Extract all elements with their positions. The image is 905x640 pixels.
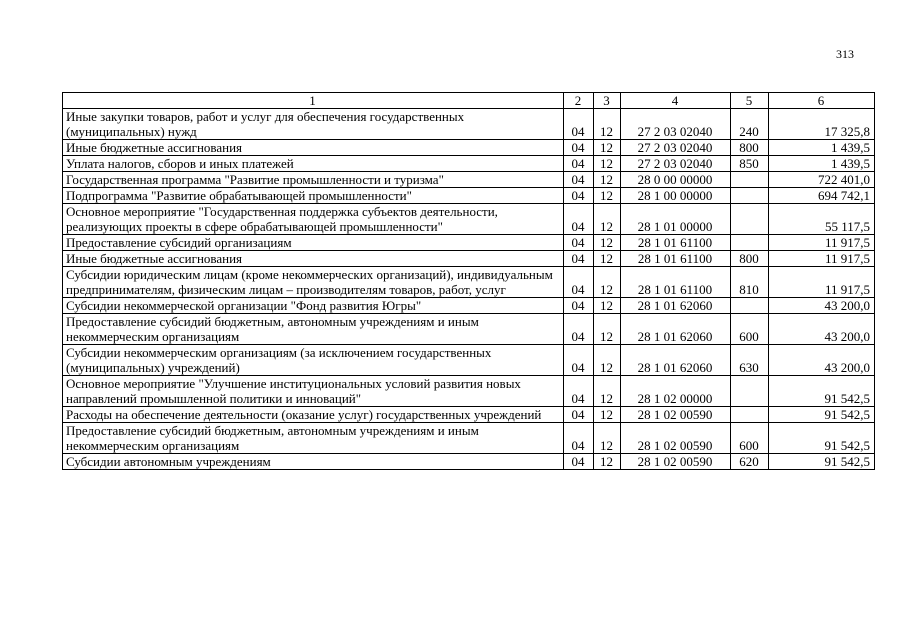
row-section-cell: 04 — [564, 314, 594, 345]
row-amount-cell: 91 542,5 — [769, 407, 875, 423]
row-amount-cell: 11 917,5 — [769, 235, 875, 251]
budget-table — [62, 92, 875, 470]
row-amount-cell: 55 117,5 — [769, 204, 875, 235]
row-name-cell: Государственная программа "Развитие промышленности и туризма" — [63, 172, 564, 188]
row-target-article-cell: 27 2 03 02040 — [621, 140, 731, 156]
row-target-article-cell: 27 2 03 02040 — [621, 156, 731, 172]
row-amount-cell: 11 917,5 — [769, 267, 875, 298]
row-expense-type-cell — [731, 298, 769, 314]
table-row — [63, 251, 875, 267]
row-name-cell: Предоставление субсидий бюджетным, автономным учреждениям и иным некоммерческим организациям — [63, 314, 564, 345]
row-expense-type-cell — [731, 407, 769, 423]
row-expense-type-cell: 240 — [731, 109, 769, 140]
table-row — [63, 235, 875, 251]
row-name-cell: Предоставление субсидий бюджетным, автономным учреждениям и иным некоммерческим организациям — [63, 423, 564, 454]
row-amount-cell: 91 542,5 — [769, 454, 875, 470]
row-subsection-cell: 12 — [594, 298, 621, 314]
table-row — [63, 454, 875, 470]
header-col-3: 3 — [594, 93, 621, 109]
row-expense-type-cell: 800 — [731, 140, 769, 156]
table-row — [63, 345, 875, 376]
row-name-cell: Иные закупки товаров, работ и услуг для обеспечения государственных (муниципальных) нужд — [63, 109, 564, 140]
row-expense-type-cell: 800 — [731, 251, 769, 267]
row-amount-cell: 1 439,5 — [769, 140, 875, 156]
row-target-article-cell: 28 1 01 61100 — [621, 235, 731, 251]
row-section-cell: 04 — [564, 251, 594, 267]
table-row — [63, 314, 875, 345]
row-amount-cell: 43 200,0 — [769, 345, 875, 376]
row-section-cell: 04 — [564, 188, 594, 204]
table-row — [63, 140, 875, 156]
row-amount-cell: 11 917,5 — [769, 251, 875, 267]
row-subsection-cell: 12 — [594, 140, 621, 156]
row-name-cell: Иные бюджетные ассигнования — [63, 140, 564, 156]
row-target-article-cell: 28 1 00 00000 — [621, 188, 731, 204]
row-name-cell: Основное мероприятие "Улучшение институциональных условий развития новых направлений промышленной политики и инноваций" — [63, 376, 564, 407]
row-name-cell: Предоставление субсидий организациям — [63, 235, 564, 251]
row-expense-type-cell: 850 — [731, 156, 769, 172]
row-name-cell: Субсидии некоммерческим организациям (за исключением государственных (муниципальных) учреждений) — [63, 345, 564, 376]
row-subsection-cell: 12 — [594, 345, 621, 376]
header-col-1: 1 — [63, 93, 564, 109]
row-amount-cell: 43 200,0 — [769, 298, 875, 314]
row-expense-type-cell — [731, 204, 769, 235]
row-section-cell: 04 — [564, 267, 594, 298]
row-name-cell: Уплата налогов, сборов и иных платежей — [63, 156, 564, 172]
row-subsection-cell: 12 — [594, 267, 621, 298]
row-target-article-cell: 28 1 02 00590 — [621, 454, 731, 470]
row-section-cell: 04 — [564, 454, 594, 470]
table-row — [63, 267, 875, 298]
row-section-cell: 04 — [564, 140, 594, 156]
row-section-cell: 04 — [564, 345, 594, 376]
row-name-cell: Подпрограмма "Развитие обрабатывающей промышленности" — [63, 188, 564, 204]
row-target-article-cell: 28 1 01 61100 — [621, 267, 731, 298]
row-section-cell: 04 — [564, 156, 594, 172]
row-subsection-cell: 12 — [594, 376, 621, 407]
row-target-article-cell: 28 1 02 00000 — [621, 376, 731, 407]
row-target-article-cell: 28 1 01 61100 — [621, 251, 731, 267]
row-subsection-cell: 12 — [594, 156, 621, 172]
row-subsection-cell: 12 — [594, 235, 621, 251]
table-row — [63, 204, 875, 235]
row-target-article-cell: 28 1 01 00000 — [621, 204, 731, 235]
row-section-cell: 04 — [564, 109, 594, 140]
row-expense-type-cell: 630 — [731, 345, 769, 376]
row-target-article-cell: 28 1 02 00590 — [621, 423, 731, 454]
row-section-cell: 04 — [564, 298, 594, 314]
row-amount-cell: 91 542,5 — [769, 423, 875, 454]
row-amount-cell: 17 325,8 — [769, 109, 875, 140]
row-section-cell: 04 — [564, 407, 594, 423]
row-expense-type-cell — [731, 376, 769, 407]
table-row — [63, 156, 875, 172]
row-target-article-cell: 27 2 03 02040 — [621, 109, 731, 140]
table-row — [63, 423, 875, 454]
row-name-cell: Субсидии автономным учреждениям — [63, 454, 564, 470]
row-target-article-cell: 28 1 02 00590 — [621, 407, 731, 423]
row-expense-type-cell — [731, 235, 769, 251]
row-target-article-cell: 28 1 01 62060 — [621, 345, 731, 376]
row-expense-type-cell: 600 — [731, 423, 769, 454]
row-name-cell: Субсидии юридическим лицам (кроме некоммерческих организаций), индивидуальным предпринимателям, физическим лицам – производителям товаров, работ, услуг — [63, 267, 564, 298]
row-name-cell: Расходы на обеспечение деятельности (оказание услуг) государственных учреждений — [63, 407, 564, 423]
row-section-cell: 04 — [564, 172, 594, 188]
row-amount-cell: 722 401,0 — [769, 172, 875, 188]
row-subsection-cell: 12 — [594, 454, 621, 470]
row-section-cell: 04 — [564, 423, 594, 454]
row-section-cell: 04 — [564, 204, 594, 235]
row-subsection-cell: 12 — [594, 109, 621, 140]
row-subsection-cell: 12 — [594, 251, 621, 267]
row-amount-cell: 91 542,5 — [769, 376, 875, 407]
row-name-cell: Иные бюджетные ассигнования — [63, 251, 564, 267]
row-expense-type-cell: 620 — [731, 454, 769, 470]
row-section-cell: 04 — [564, 235, 594, 251]
row-subsection-cell: 12 — [594, 314, 621, 345]
table-row — [63, 188, 875, 204]
row-subsection-cell: 12 — [594, 423, 621, 454]
header-col-2: 2 — [564, 93, 594, 109]
table-row — [63, 407, 875, 423]
row-name-cell: Субсидии некоммерческой организации "Фонд развития Югры" — [63, 298, 564, 314]
row-name-cell: Основное мероприятие "Государственная поддержка субъектов деятельности, реализующих проекты в сфере обрабатывающей промышленности" — [63, 204, 564, 235]
row-expense-type-cell — [731, 172, 769, 188]
table-row — [63, 109, 875, 140]
row-expense-type-cell — [731, 188, 769, 204]
row-target-article-cell: 28 1 01 62060 — [621, 298, 731, 314]
row-amount-cell: 694 742,1 — [769, 188, 875, 204]
header-col-5: 5 — [731, 93, 769, 109]
header-col-6: 6 — [769, 93, 875, 109]
row-target-article-cell: 28 1 01 62060 — [621, 314, 731, 345]
row-subsection-cell: 12 — [594, 204, 621, 235]
row-expense-type-cell: 600 — [731, 314, 769, 345]
header-row — [63, 93, 875, 109]
row-expense-type-cell: 810 — [731, 267, 769, 298]
row-subsection-cell: 12 — [594, 407, 621, 423]
table-row — [63, 172, 875, 188]
table-row — [63, 298, 875, 314]
table-row — [63, 376, 875, 407]
row-amount-cell: 43 200,0 — [769, 314, 875, 345]
row-subsection-cell: 12 — [594, 188, 621, 204]
table-body — [63, 109, 875, 470]
row-target-article-cell: 28 0 00 00000 — [621, 172, 731, 188]
row-amount-cell: 1 439,5 — [769, 156, 875, 172]
header-col-4: 4 — [621, 93, 731, 109]
row-subsection-cell: 12 — [594, 172, 621, 188]
page-number: 313 — [836, 47, 854, 61]
row-section-cell: 04 — [564, 376, 594, 407]
